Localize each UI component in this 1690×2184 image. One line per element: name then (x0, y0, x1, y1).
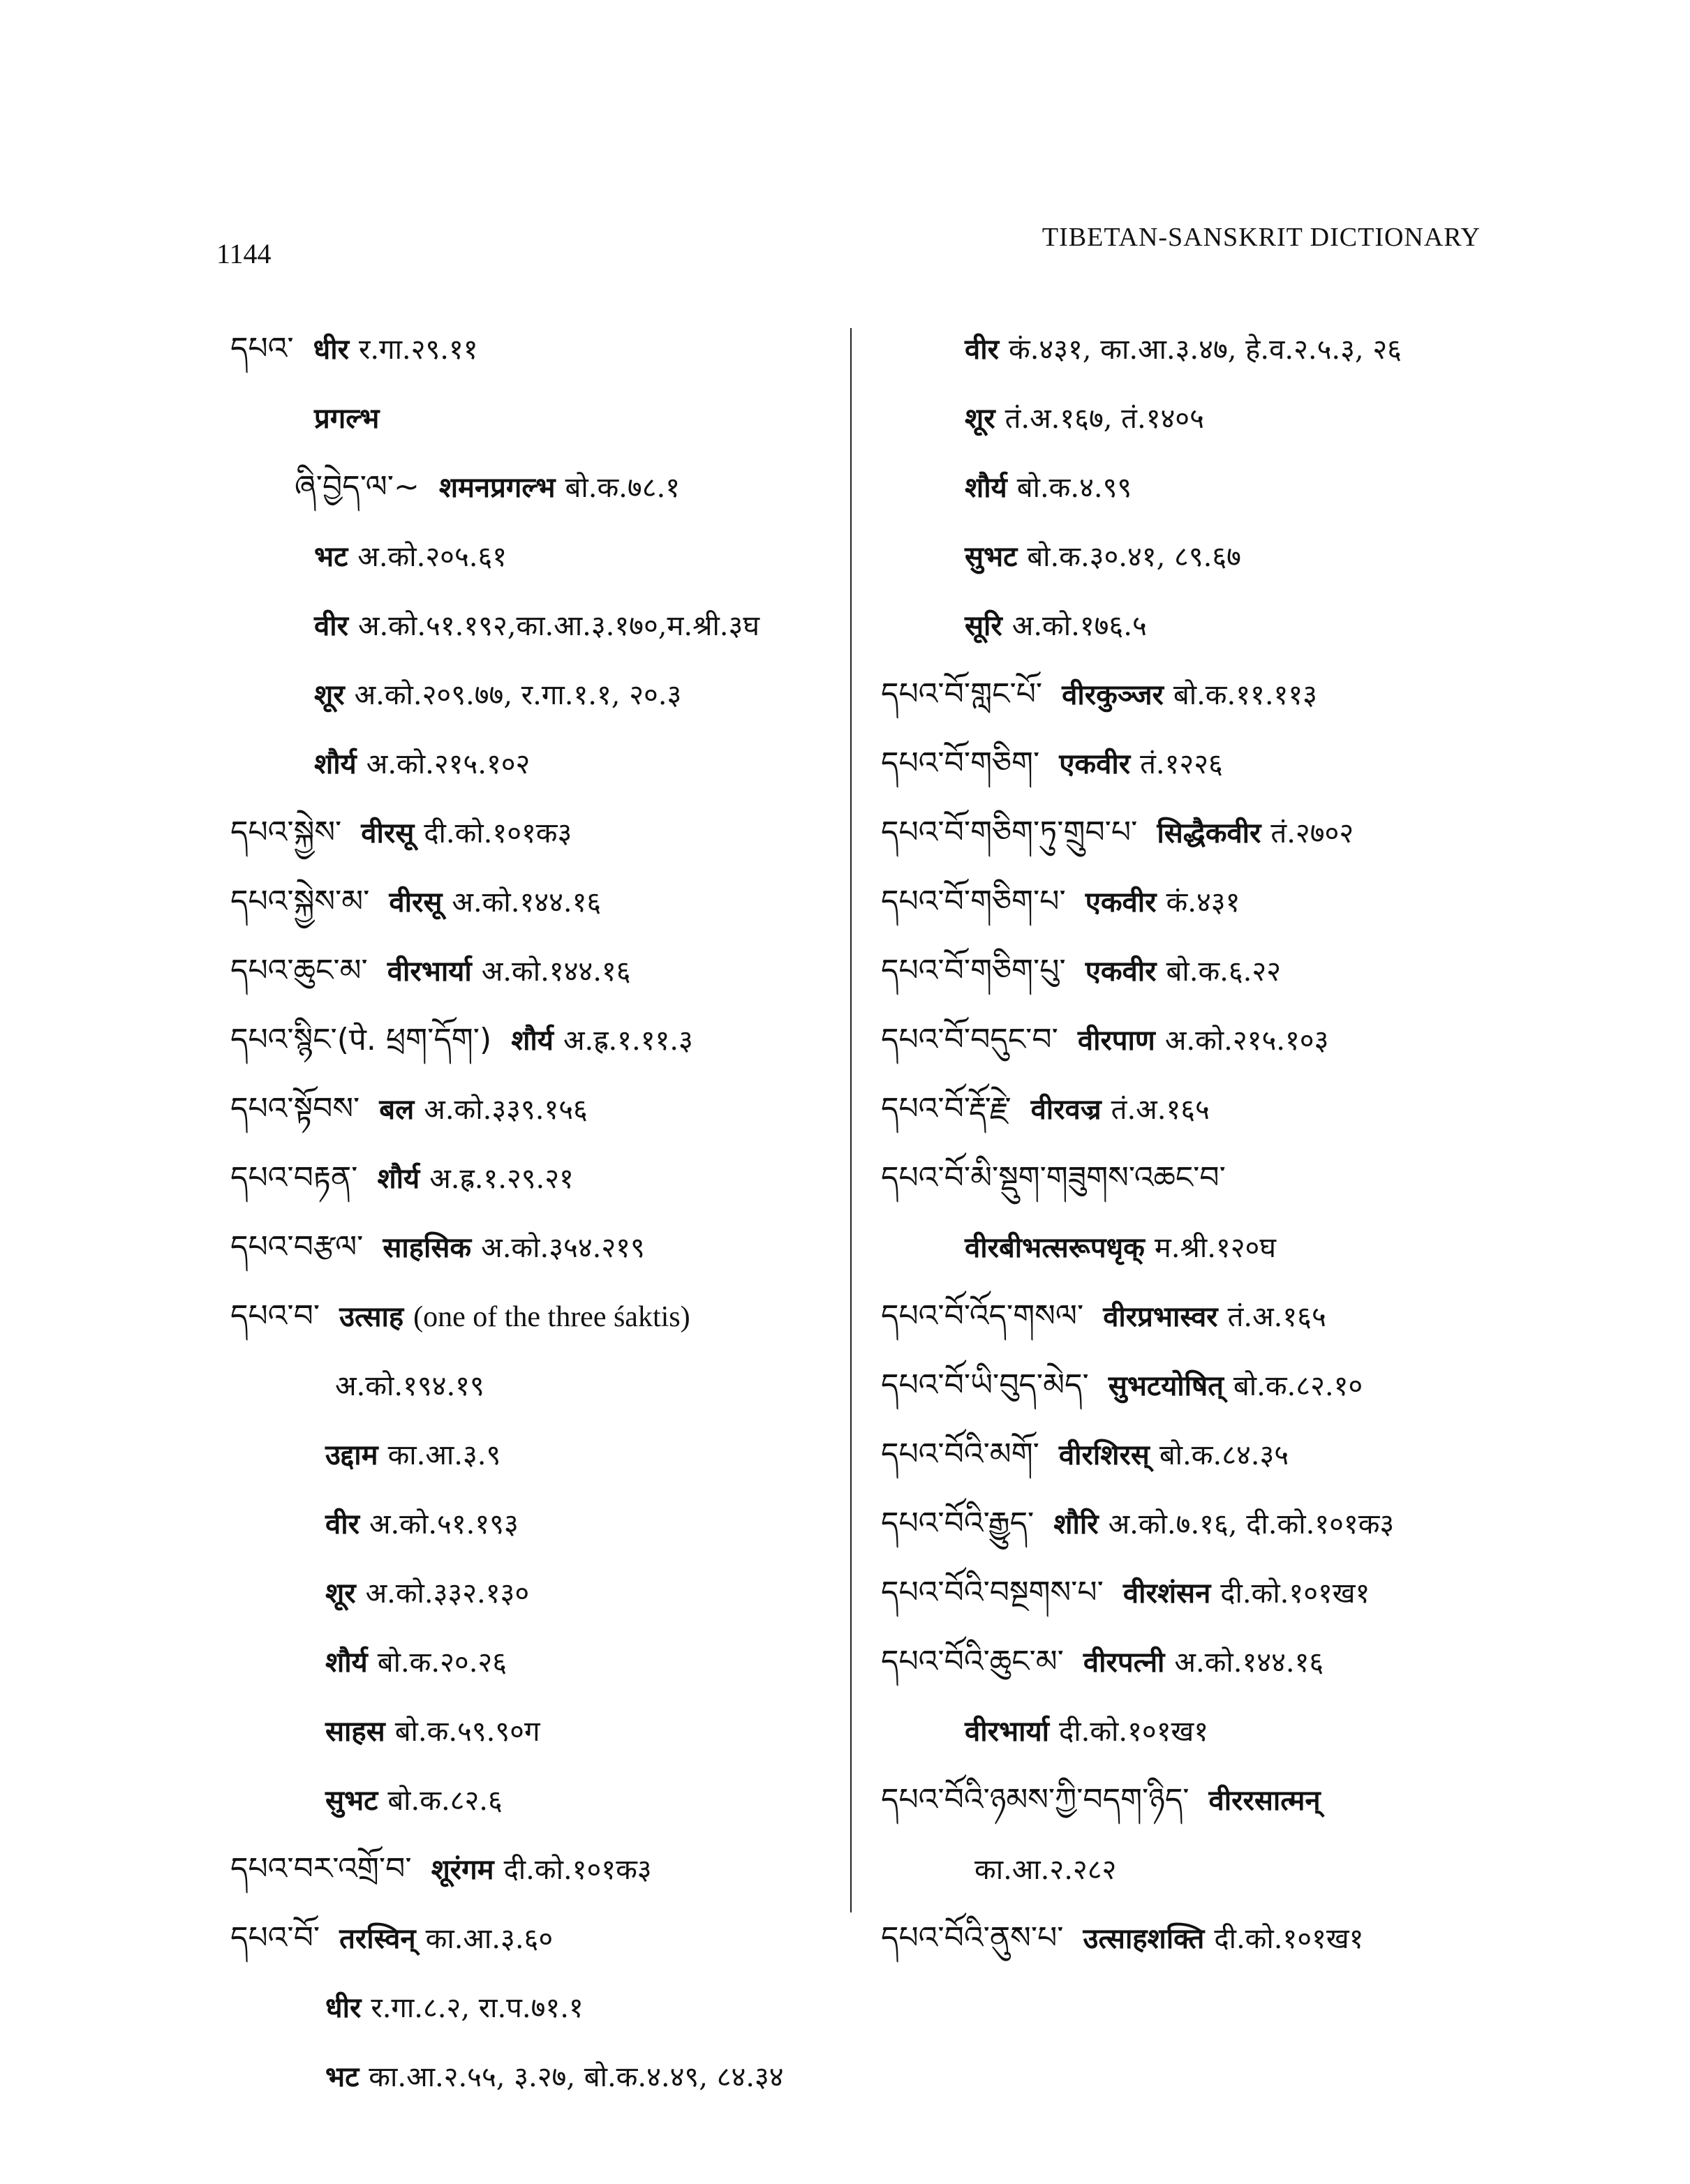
tibetan-headword: དཔའ་བོ་གཅིག་ (881, 745, 1040, 781)
sanskrit-equivalent: वीरसू (361, 817, 415, 849)
sanskrit-equivalent: शौर्य (325, 1646, 368, 1679)
sanskrit-equivalent: भट (314, 540, 348, 573)
sanskrit-equivalent: साहस (325, 1715, 385, 1748)
dictionary-entry (230, 1441, 845, 1469)
source-reference: तं.अ.१६५ (1227, 1301, 1326, 1333)
dictionary-entry (881, 611, 1495, 640)
dictionary-entry (881, 542, 1495, 571)
dictionary-entry (230, 331, 845, 366)
sanskrit-equivalent: शमनप्रगल्भ (438, 471, 556, 504)
source-reference: बो.क.४.९९ (1016, 472, 1132, 504)
sanskrit-equivalent: वीरभार्या (965, 1715, 1049, 1748)
tibetan-headword: དཔའ་སྐྱེས་མ་ (230, 884, 370, 919)
sanskrit-equivalent: वीरशंसन (1122, 1577, 1211, 1610)
source-reference: तं.१२२६ (1140, 748, 1223, 780)
source-reference: दी.को.१०१ख१ (1059, 1716, 1209, 1748)
sanskrit-equivalent: धीर (313, 333, 349, 366)
dictionary-entry (230, 750, 845, 778)
source-reference: कं.४३१ (1166, 886, 1240, 919)
tibetan-headword: དཔའ་བོའི་བསྔགས་པ་ (881, 1575, 1104, 1610)
sanskrit-equivalent: वीरकुञ्जर (1062, 678, 1164, 711)
dictionary-entry (881, 473, 1495, 502)
source-reference: अ.को.२०९.७७, र.गा.१.१, २०.३ (354, 679, 682, 711)
tibetan-headword: དཔའ་བོའི་རྒྱུད་ (881, 1506, 1035, 1541)
dictionary-entry (230, 1851, 845, 1887)
sanskrit-equivalent: शौर्य (965, 471, 1007, 504)
dictionary-entry (230, 1577, 845, 1610)
source-reference: अ.को.५१.१९२,का.आ.३.१७०,म.श्री.३घ (357, 610, 759, 642)
sanskrit-equivalent: वीरभार्या (387, 955, 472, 988)
sanskrit-equivalent: तरस्विन् (339, 1922, 416, 1955)
source-reference: का.आ.२.५५, ३.२७, बो.क.४.४९, ८४.३४ (369, 2061, 784, 2093)
sanskrit-equivalent: शूर (325, 1577, 356, 1610)
dictionary-entry (881, 1644, 1495, 1679)
dictionary-entry (881, 884, 1495, 919)
sanskrit-equivalent: वीर (314, 609, 348, 642)
tibetan-headword: དཔའ་བོའི་ཆུང་མ་ (881, 1644, 1064, 1679)
left-column (230, 331, 845, 2132)
source-reference: तं.अ.१६५ (1111, 1094, 1210, 1126)
dictionary-entry (230, 1993, 845, 2022)
sanskrit-equivalent: सिद्धैकवीर (1157, 817, 1261, 849)
source-reference: अ.को.१४४.१६ (452, 886, 602, 919)
source-reference: अ.को.१४४.१६ (1174, 1647, 1324, 1679)
source-reference: का.आ.३.६० (425, 1923, 554, 1955)
tibetan-headword: དཔའ་བོ་མི་སྡུག་གཟུགས་འཆང་བ་ (881, 1160, 1226, 1196)
dictionary-entry (230, 815, 845, 850)
sanskrit-equivalent: प्रगल्भ (314, 402, 380, 435)
source-reference: अ.को.२०५.६१ (357, 541, 507, 573)
dictionary-entry (230, 1022, 845, 1057)
source-reference: अ.को.७.१६, दी.को.१०१क३ (1108, 1508, 1395, 1540)
source-reference: बो.क.३०.४१, ८९.६७ (1027, 541, 1241, 573)
tibetan-headword: དཔའ་བོ་གཅིག་པ་ (881, 884, 1066, 919)
dictionary-entry (230, 611, 845, 640)
dictionary-entry (881, 335, 1495, 364)
dictionary-entry (881, 745, 1495, 781)
source-reference: अ.को.३५४.२१९ (481, 1232, 645, 1264)
dictionary-entry (881, 404, 1495, 433)
dictionary-entry (230, 542, 845, 571)
dictionary-entry (881, 815, 1495, 850)
tibetan-headword: དཔའ་སྐྱེས་ (230, 815, 342, 850)
tibetan-headword: དཔའ་བོ་འོད་གསལ་ (881, 1298, 1084, 1334)
source-reference: अ.को.२१५.१०३ (1164, 1025, 1329, 1057)
sanskrit-equivalent: वीररसात्मन् (1208, 1784, 1321, 1817)
sanskrit-equivalent: शूर (314, 678, 345, 711)
tibetan-headword: དཔའ་བོ་གཅིག་ཏུ་གྲུབ་པ་ (881, 815, 1138, 850)
source-reference: का.आ.३.९ (387, 1439, 501, 1471)
tibetan-headword: དཔའ་ཆུང་མ་ (230, 953, 368, 988)
dictionary-entry (881, 1575, 1495, 1610)
sanskrit-equivalent: साहसिक (383, 1231, 472, 1264)
source-reference: कं.४३१, का.आ.३.४७, हे.व.२.५.३, २६ (1008, 334, 1402, 366)
source-reference: तं.अ.१६७, तं.१४०५ (1005, 403, 1204, 435)
source-reference: बो.क.५९.९०ग (394, 1716, 540, 1748)
source-reference: बो.क.७८.१ (565, 472, 681, 504)
dictionary-entry (230, 884, 845, 919)
running-title: TIBETAN-SANSKRIT DICTIONARY (1042, 223, 1481, 252)
source-reference: दी.को.१०१क३ (503, 1854, 652, 1886)
sanskrit-equivalent: शौर्य (511, 1024, 554, 1057)
tibetan-headword: དཔའ་བ་ (230, 1298, 320, 1334)
source-reference: दी.को.१०१ख१ (1220, 1577, 1370, 1610)
dictionary-entry (881, 1233, 1495, 1262)
dictionary-entry (881, 1782, 1495, 1818)
source-reference: बो.क.६.२२ (1166, 956, 1281, 988)
tibetan-headword: དཔའ་ (230, 331, 294, 366)
dictionary-entry (881, 1160, 1495, 1196)
source-reference: अ.को.२१५.१०२ (366, 748, 531, 780)
dictionary-entry (881, 676, 1495, 712)
source-reference: अ.को.३३२.१३० (365, 1577, 530, 1610)
sanskrit-equivalent: एकवीर (1085, 886, 1157, 919)
tibetan-headword: དཔའ་སྙིང་(पे. ཕྲག་དོག་) (230, 1022, 492, 1057)
sanskrit-equivalent: उद्दाम (325, 1439, 378, 1471)
source-reference: बो.क.११.११३ (1173, 679, 1317, 711)
sanskrit-equivalent: बल (379, 1093, 415, 1126)
sanskrit-equivalent: शौर्य (377, 1162, 420, 1195)
dictionary-entry (230, 1229, 845, 1265)
sanskrit-equivalent: वीरपाण (1077, 1024, 1155, 1057)
sanskrit-equivalent: वीरशिरस् (1058, 1439, 1150, 1471)
dictionary-entry (230, 1920, 845, 1956)
tibetan-headword: དཔའ་བོ་རྡོ་རྗེ་ (881, 1091, 1011, 1127)
tibetan-headword: དཔའ་བོ་ཡི་བུད་མེད་ (881, 1367, 1089, 1403)
tibetan-headword: དཔའ་བརྩལ་ (230, 1229, 364, 1265)
source-reference: बो.क.८४.३५ (1159, 1439, 1289, 1471)
sanskrit-equivalent: शौर्य (314, 748, 357, 780)
sanskrit-equivalent: वीरबीभत्सरूपधृक् (965, 1231, 1145, 1264)
source-reference: र.गा.८.२, रा.प.७१.१ (371, 1992, 584, 2024)
source-reference: र.गा.२९.११ (358, 334, 478, 366)
dictionary-entry (881, 1855, 1495, 1884)
page-number: 1144 (216, 238, 272, 269)
sanskrit-equivalent: वीरवज्र (1030, 1093, 1102, 1126)
dictionary-entry (230, 1091, 845, 1127)
dictionary-entry (230, 1648, 845, 1677)
sanskrit-equivalent: उत्साहशक्ति (1083, 1922, 1205, 1955)
dictionary-entry (881, 1506, 1495, 1541)
dictionary-entry (230, 469, 845, 505)
tibetan-headword: དཔའ་བོ་ (230, 1920, 320, 1956)
dictionary-entry (230, 1160, 845, 1196)
source-reference: म.श्री.१२०घ (1154, 1232, 1276, 1264)
source-reference: बो.क.८२.१० (1233, 1370, 1363, 1402)
dictionary-entry (881, 953, 1495, 988)
dictionary-entry (881, 1920, 1495, 1956)
column-divider (850, 328, 852, 1912)
source-reference: अ.को.१९४.१९ (335, 1370, 484, 1402)
source-reference: अ.को.३३९.१५६ (424, 1094, 588, 1126)
tibetan-headword: དཔའ་བོའི་ཉམས་ཀྱི་བདག་ཉིད་ (881, 1782, 1189, 1818)
sanskrit-equivalent: सुभट (965, 540, 1018, 573)
dictionary-entry (881, 1717, 1495, 1746)
tibetan-headword: དཔའ་བོ་བདུང་བ་ (881, 1022, 1058, 1057)
tibetan-headword: དཔའ་བོ་གླང་པོ་ (881, 676, 1043, 712)
source-reference: दी.को.१०१ख१ (1214, 1923, 1364, 1955)
tibetan-headword: ཞི་བྱེད་ལ་~ (295, 469, 420, 505)
dictionary-entry (230, 1298, 845, 1334)
sanskrit-equivalent: सुभटयोषित् (1108, 1369, 1224, 1402)
tibetan-headword: དཔའ་བརྟན་ (230, 1160, 358, 1196)
sanskrit-equivalent: सुभट (325, 1784, 378, 1817)
dictionary-entry (881, 1298, 1495, 1334)
sanskrit-equivalent: भट (325, 2060, 360, 2093)
dictionary-entry (881, 1436, 1495, 1472)
sanskrit-equivalent: उत्साह (339, 1300, 404, 1333)
tibetan-headword: དཔའ་བོ་གཅིག་པུ་ (881, 953, 1066, 988)
sanskrit-equivalent: शूरंगम (431, 1853, 494, 1886)
sanskrit-equivalent: वीरप्रभास्वर (1103, 1300, 1218, 1333)
dictionary-entry (881, 1091, 1495, 1127)
sanskrit-equivalent: शौरि (1053, 1508, 1099, 1540)
tibetan-headword: དཔའ་བོའི་ནུས་པ་ (881, 1920, 1064, 1956)
sanskrit-equivalent: एकवीर (1059, 748, 1131, 780)
dictionary-entry (230, 1786, 845, 1815)
dictionary-entry (230, 2060, 845, 2093)
source-reference: बो.क.२०.२६ (377, 1647, 507, 1679)
entry-note: (one of the three śaktis) (413, 1301, 690, 1333)
sanskrit-equivalent: शूर (965, 402, 995, 435)
dictionary-entry (230, 1717, 845, 1746)
sanskrit-equivalent: वीर (965, 333, 999, 366)
source-reference: दी.को.१०१क३ (424, 817, 572, 849)
sanskrit-equivalent: वीर (325, 1508, 360, 1540)
source-reference: अ.को.१४४.१६ (481, 956, 631, 988)
dictionary-entry (881, 1022, 1495, 1057)
sanskrit-equivalent: एकवीर (1085, 955, 1157, 988)
source-reference: तं.२७०२ (1270, 817, 1354, 849)
sanskrit-equivalent: वीरसू (389, 886, 443, 919)
source-reference: बो.क.८२.६ (387, 1785, 503, 1817)
dictionary-entry (881, 1367, 1495, 1403)
tibetan-headword: དཔའ་བོའི་མགོ་ (881, 1436, 1039, 1472)
right-column (881, 335, 1495, 1993)
source-reference: अ.ह्र.१.११.३ (563, 1025, 693, 1057)
dictionary-entry (230, 404, 845, 433)
source-reference: अ.को.१७६.५ (1011, 610, 1147, 642)
source-reference: का.आ.२.२८२ (974, 1854, 1117, 1886)
source-reference: अ.ह्र.१.२९.२१ (429, 1163, 574, 1195)
tibetan-headword: དཔའ་བར་འགྲོ་བ་ (230, 1851, 412, 1887)
dictionary-entry (230, 678, 845, 711)
tibetan-headword: དཔའ་སྟོབས་ (230, 1091, 360, 1127)
dictionary-entry (230, 1510, 845, 1538)
source-reference: अ.को.५१.१९३ (369, 1508, 519, 1540)
sanskrit-equivalent: धीर (325, 1991, 362, 2024)
sanskrit-equivalent: वीरपत्नी (1083, 1646, 1165, 1679)
dictionary-entry (230, 1372, 845, 1400)
sanskrit-equivalent: सूरि (965, 609, 1002, 642)
dictionary-entry (230, 953, 845, 988)
